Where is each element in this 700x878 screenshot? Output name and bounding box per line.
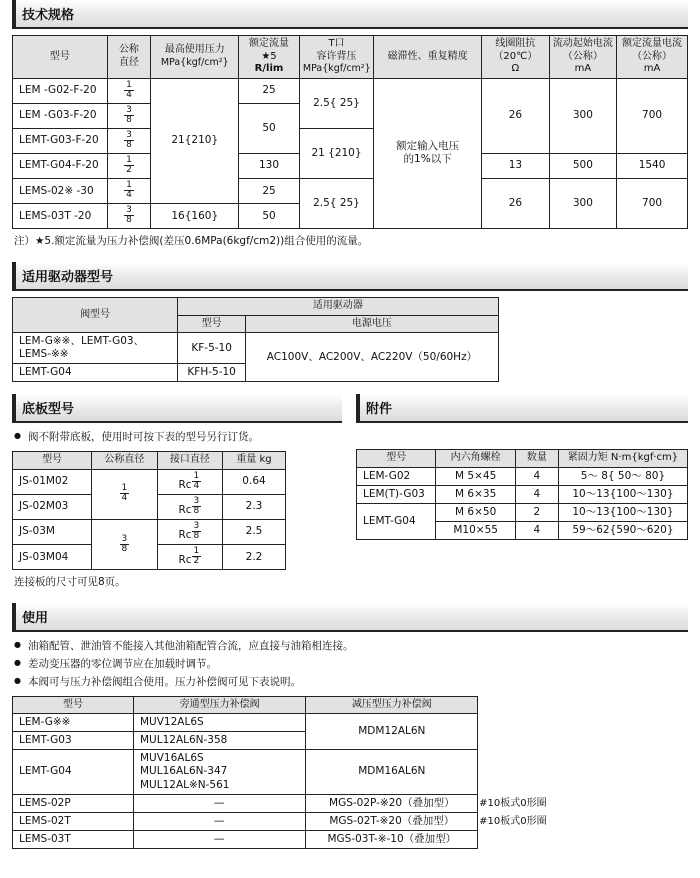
- use-header-row: [13, 696, 478, 714]
- col-model: 型号: [13, 36, 108, 79]
- spec-rated-3: 700: [617, 179, 688, 229]
- use-model: LEMS-02T: [13, 812, 134, 830]
- use-section-title: 使用: [12, 603, 688, 632]
- table-row: [13, 812, 478, 830]
- use-reduce: MGS-02T-※20（叠加型） #10板式0形圈: [306, 812, 478, 830]
- use-model: LEMS-02P: [13, 794, 134, 812]
- spec-start-1: 300: [549, 78, 617, 153]
- acc-bolt: M 6×35: [436, 486, 515, 504]
- base-dia: $\frac{1}{4}$: [92, 469, 157, 519]
- apply-section-title: 适用驱动器型号: [12, 262, 688, 291]
- acc-torque: 5～ 8{ 50～ 80}: [558, 467, 687, 485]
- spec-model: LEM -G02-F-20: [13, 78, 108, 103]
- col-base-weight: 重量 kg: [223, 452, 286, 470]
- col-max-pressure: 最高使用压力 MPa{kgf/cm²}: [151, 36, 239, 79]
- acc-torque: 59～62{590～620}: [558, 522, 687, 540]
- table-row: [13, 830, 478, 848]
- use-bypass: MUV12AL6S: [134, 714, 306, 732]
- spec-tport-1: 2.5{ 25}: [299, 78, 373, 128]
- spec-coil-1: 26: [482, 78, 550, 153]
- col-nominal-dia: 公称 直径: [107, 36, 151, 79]
- spec-coil-2: 13: [482, 153, 550, 178]
- spec-start-2: 500: [549, 153, 617, 178]
- use-reduce: MGS-03T-※-10（叠加型）: [306, 830, 478, 848]
- apply-header-row-1: [13, 298, 499, 316]
- col-start-current: 流动起始电流 （公称） mA: [549, 36, 617, 79]
- base-port: Rc $\frac{1}{4}$: [157, 469, 222, 494]
- apply-voltage: AC100V、AC200V、AC220V（50/60Hz）: [246, 333, 499, 382]
- col-driver-model: 型号: [178, 315, 246, 333]
- use-bullet-1: ● 油箱配管、泄油管不能接入其他油箱配管合流，应直接与油箱相连接。: [14, 638, 688, 656]
- accessory-header-row: [357, 450, 688, 468]
- base-weight: 2.2: [223, 545, 286, 570]
- acc-qty: 4: [515, 467, 558, 485]
- col-acc-model: 型号: [357, 450, 436, 468]
- use-reduce: MGS-02P-※20（叠加型） #10板式0形圈: [306, 794, 478, 812]
- acc-torque: 10～13{100～130}: [558, 504, 687, 522]
- col-rated-current: 额定流量电流 （公称） mA: [617, 36, 688, 79]
- base-model: JS-02M03: [13, 494, 92, 519]
- table-row: [357, 467, 688, 485]
- table-row: [357, 504, 688, 522]
- spec-model: LEMT-G04-F-20: [13, 153, 108, 178]
- base-weight: 2.3: [223, 494, 286, 519]
- col-acc-torque: 紧固力矩 N·m{kgf·cm}: [558, 450, 687, 468]
- col-driver: 适用驱动器: [178, 298, 499, 316]
- spec-pressure-top: 21{210}: [151, 78, 239, 204]
- use-model: LEMT-G04: [13, 750, 134, 794]
- spec-dia: $\frac{1}{4}$: [107, 78, 151, 103]
- col-power-voltage: 电源电压: [246, 315, 499, 333]
- spec-dia: $\frac{3}{8}$: [107, 204, 151, 229]
- use-bypass: —: [134, 830, 306, 848]
- base-model: JS-03M04: [13, 545, 92, 570]
- table-row: [13, 794, 478, 812]
- spec-flow: 25: [239, 78, 300, 103]
- spec-dia: $\frac{1}{2}$: [107, 153, 151, 178]
- use-reduce: MDM16AL6N: [306, 750, 478, 794]
- acc-model: LEM-G02: [357, 467, 436, 485]
- accessory-section: [356, 394, 688, 591]
- table-row: [13, 714, 478, 732]
- table-row: [13, 333, 499, 364]
- apply-driver-model: KF-5-10: [178, 333, 246, 364]
- spec-section-title: 技术规格: [12, 0, 688, 29]
- table-row: [13, 469, 286, 494]
- use-bypass-multiline: MUV16AL6S MUL16AL6N-347 MUL12AL※N-561: [134, 750, 306, 794]
- acc-qty: 4: [515, 486, 558, 504]
- base-note: [14, 429, 342, 447]
- base-footnote: 连接板的尺寸可见8页。: [14, 576, 126, 589]
- spec-tport-2: 21 {210}: [299, 128, 373, 178]
- base-table: [12, 451, 286, 570]
- spec-flow: 50: [239, 204, 300, 229]
- col-base-model: 型号: [13, 452, 92, 470]
- apply-valve-model: LEMT-G04: [13, 364, 178, 382]
- acc-qty: 2: [515, 504, 558, 522]
- acc-torque: 10～13{100～130}: [558, 486, 687, 504]
- base-model: JS-03M: [13, 519, 92, 544]
- spec-model: LEMT-G03-F-20: [13, 128, 108, 153]
- acc-bolt: M10×55: [436, 522, 515, 540]
- col-use-model: 型号: [13, 696, 134, 714]
- table-row: [13, 750, 478, 794]
- col-t-port: T口 容许背压 MPa{kgf/cm²}: [299, 36, 373, 79]
- base-port: Rc $\frac{3}{8}$: [157, 519, 222, 544]
- spec-model: LEM -G03-F-20: [13, 103, 108, 128]
- col-rated-flow: 额定流量 ★5 R/lim: [239, 36, 300, 79]
- acc-qty: 4: [515, 522, 558, 540]
- table-row: [13, 519, 286, 544]
- use-bullets: [14, 638, 688, 692]
- col-acc-qty: 数量: [515, 450, 558, 468]
- col-base-port-dia: 接口直径: [157, 452, 222, 470]
- base-section-title: 底板型号: [12, 394, 342, 423]
- base-dia: $\frac{3}{8}$: [92, 519, 157, 569]
- use-table: [12, 696, 547, 850]
- spec-dia: $\frac{3}{8}$: [107, 103, 151, 128]
- acc-model: LEMT-G04: [357, 504, 436, 540]
- accessory-table: [356, 449, 688, 540]
- col-acc-bolt: 内六角螺栓: [436, 450, 515, 468]
- base-port: Rc $\frac{1}{2}$: [157, 545, 222, 570]
- spec-hysteresis: 额定输入电压 的1%以下: [374, 78, 482, 229]
- apply-valve-model: LEM-G※※、LEMT-G03、LEMS-※※: [13, 333, 178, 364]
- col-base-nominal-dia: 公称直径: [92, 452, 157, 470]
- use-bypass: —: [134, 812, 306, 830]
- apply-table: [12, 297, 499, 382]
- use-model: LEMT-G03: [13, 732, 134, 750]
- use-reduce: MDM12AL6N: [306, 714, 478, 750]
- base-header-row: [13, 452, 286, 470]
- use-section: [12, 603, 688, 849]
- spec-coil-3: 26: [482, 179, 550, 229]
- use-extra-note: #10板式0形圈: [479, 815, 547, 827]
- base-section: [12, 394, 342, 591]
- spec-flow: 130: [239, 153, 300, 178]
- col-coil-impedance: 线圈阻抗 （20℃） Ω: [482, 36, 550, 79]
- use-bullet-2: ● 差动变压器的零位调节应在加载时调节。: [14, 656, 688, 674]
- col-hysteresis: 磁滞性、重复精度: [374, 36, 482, 79]
- table-row: [13, 179, 688, 204]
- spec-start-3: 300: [549, 179, 617, 229]
- spec-dia: $\frac{1}{4}$: [107, 179, 151, 204]
- apply-driver-model: KFH-5-10: [178, 364, 246, 382]
- use-bypass: MUL12AL6N-358: [134, 732, 306, 750]
- base-and-accessory-row: [12, 394, 688, 591]
- spec-pressure-bottom: 16{160}: [151, 204, 239, 229]
- base-port: Rc $\frac{3}{8}$: [157, 494, 222, 519]
- spec-model: LEMS-02※ -30: [13, 179, 108, 204]
- table-row: [13, 78, 688, 103]
- acc-bolt: M 6×50: [436, 504, 515, 522]
- acc-bolt: M 5×45: [436, 467, 515, 485]
- spec-model: LEMS-03T -20: [13, 204, 108, 229]
- spec-flow: 50: [239, 103, 300, 153]
- base-model: JS-01M02: [13, 469, 92, 494]
- accessory-section-title: 附件: [356, 394, 688, 423]
- use-model: LEMS-03T: [13, 830, 134, 848]
- spec-rated-1: 700: [617, 78, 688, 153]
- use-bypass: —: [134, 794, 306, 812]
- col-valve-model: 阀型号: [13, 298, 178, 333]
- col-use-reduce: 减压型压力补偿阀: [306, 696, 478, 714]
- spec-footnote: 注）★5.额定流量为压力补偿阀(差压0.6MPa(6kgf/cm2))组合使用的流量。: [14, 235, 369, 248]
- use-bullet-3: ● 本阀可与压力补偿阀组合使用。压力补偿阀可见下表说明。: [14, 674, 688, 692]
- table-row: [357, 486, 688, 504]
- use-extra-note: #10板式0形圈: [479, 797, 547, 809]
- col-use-bypass: 旁通型压力补偿阀: [134, 696, 306, 714]
- use-model: LEM-G※※: [13, 714, 134, 732]
- spec-flow: 25: [239, 179, 300, 204]
- base-weight: 0.64: [223, 469, 286, 494]
- spec-table: [12, 35, 688, 229]
- acc-model: LEM(T)-G03: [357, 486, 436, 504]
- apply-section: [12, 262, 688, 382]
- spec-section: [12, 0, 688, 250]
- spec-table-header-row: [13, 36, 688, 79]
- spec-rated-2: 1540: [617, 153, 688, 178]
- base-weight: 2.5: [223, 519, 286, 544]
- base-note-text: ● 阀不附带底板，使用时可按下表的型号另行订货。: [14, 429, 342, 447]
- spec-tport-3: 2.5{ 25}: [299, 179, 373, 229]
- spec-dia: $\frac{3}{8}$: [107, 128, 151, 153]
